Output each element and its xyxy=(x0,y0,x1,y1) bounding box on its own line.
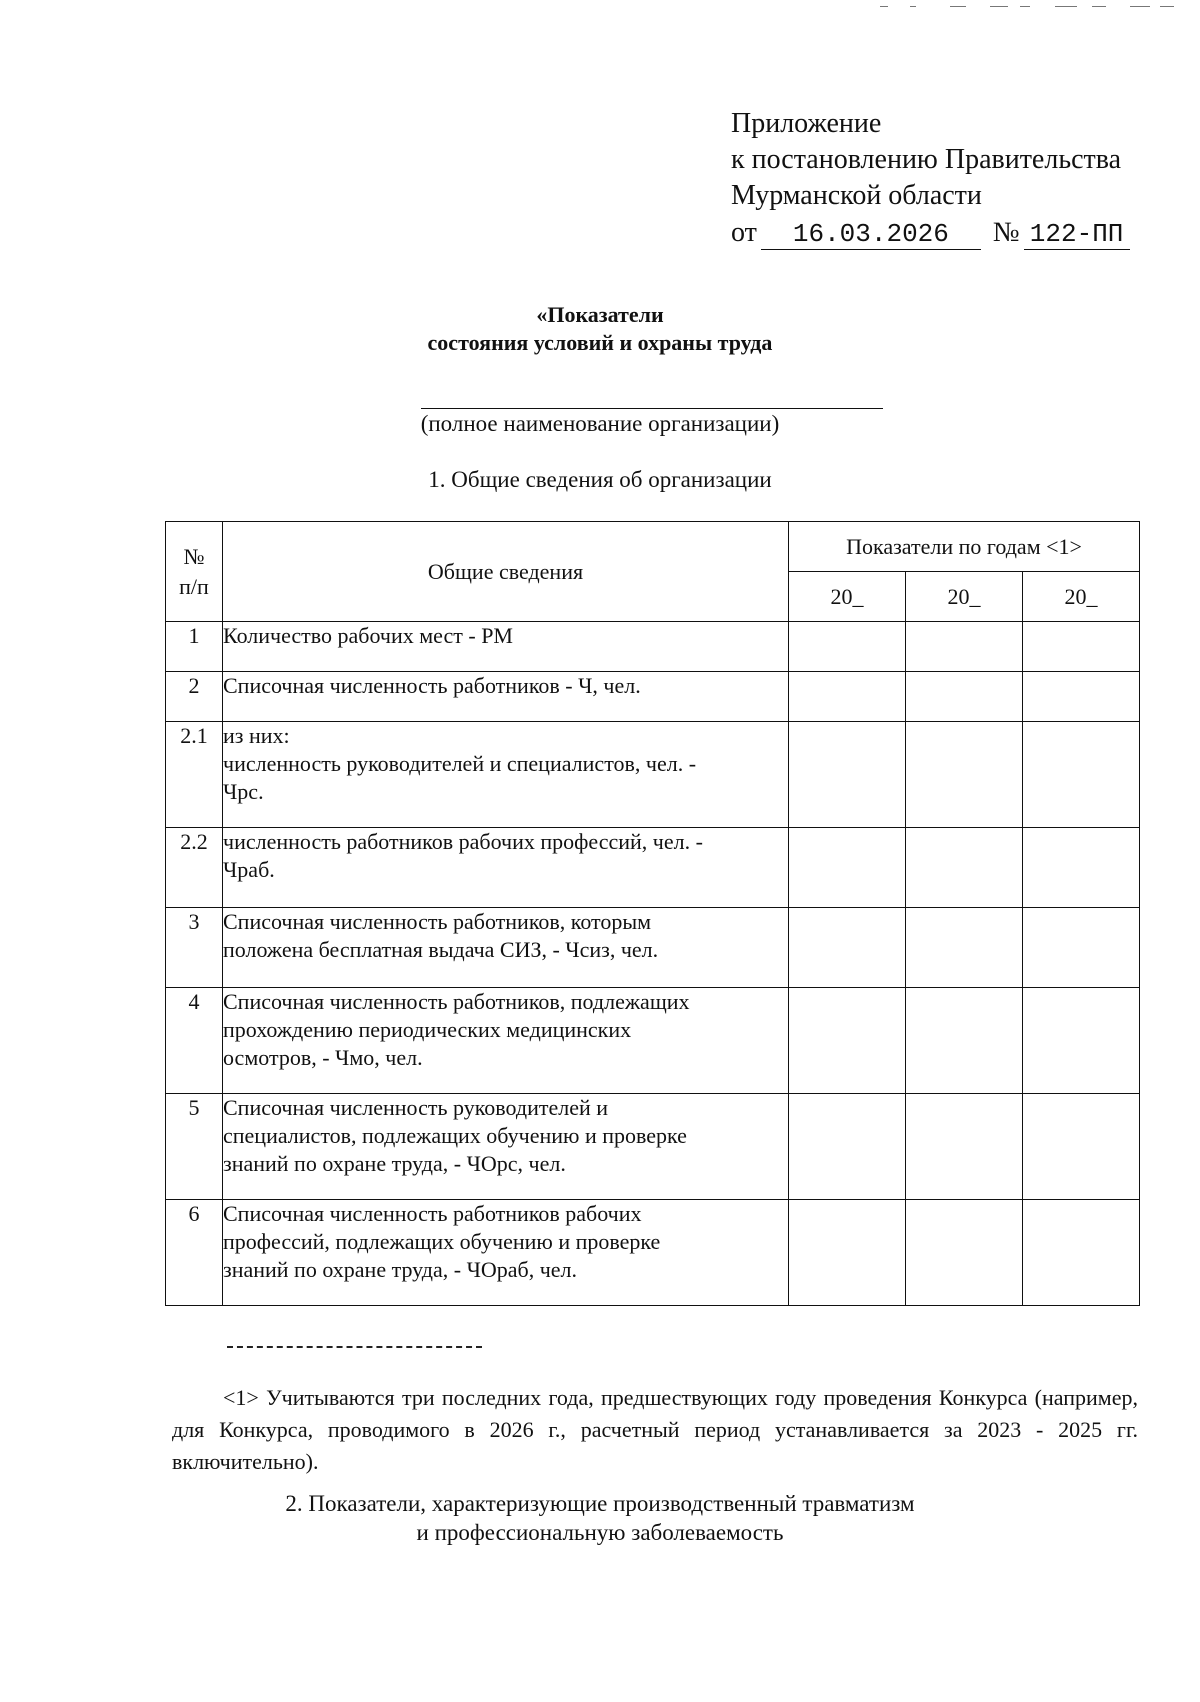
row-description xyxy=(223,1094,789,1200)
appendix-header xyxy=(731,106,1171,251)
row-description-line: специалистов, подлежащих обучению и проверке xyxy=(223,1123,687,1148)
row-description xyxy=(223,988,789,1094)
year-value-cell xyxy=(906,1200,1023,1306)
year-value-cell xyxy=(1023,622,1140,672)
row-description-line: осмотров, - Чмо, чел. xyxy=(223,1045,423,1070)
year-value-cell xyxy=(1023,1200,1140,1306)
header-year-3: 20_ xyxy=(1023,572,1140,622)
row-description-line: численность руководителей и специалистов, чел. - xyxy=(223,751,697,776)
resolution-number: 122-ПП xyxy=(1024,219,1130,250)
date-number-line xyxy=(731,215,1171,251)
year-value-cell xyxy=(1023,908,1140,988)
table-row xyxy=(166,622,1140,672)
row-description-line: Списочная численность работников рабочих xyxy=(223,1201,642,1226)
year-value-cell xyxy=(906,622,1023,672)
row-number: 2.1 xyxy=(166,722,223,828)
appendix-line-2: к постановлению Правительства xyxy=(731,144,1122,175)
number-sign: № xyxy=(992,217,1020,248)
header-general-info: Общие сведения xyxy=(223,522,789,622)
row-description-line: из них: xyxy=(223,723,290,748)
row-description-line: Списочная численность работников - Ч, чел. xyxy=(223,673,641,698)
document-title-line-2: состояния условий и охраны труда xyxy=(427,330,773,355)
row-description-line: Списочная численность работников, которым xyxy=(223,909,652,934)
row-number: 4 xyxy=(166,988,223,1094)
table-row xyxy=(166,672,1140,722)
table-row xyxy=(166,1094,1140,1200)
document-title-line-1: «Показатели xyxy=(536,302,664,327)
header-year-1: 20_ xyxy=(789,572,906,622)
header-number: № п/п xyxy=(166,522,223,622)
row-description-line: Чраб. xyxy=(223,857,275,882)
scan-artifacts xyxy=(880,6,1180,10)
year-value-cell xyxy=(789,908,906,988)
row-description-line: знаний по охране труда, - ЧОрс, чел. xyxy=(223,1151,566,1176)
row-description xyxy=(223,722,789,828)
year-value-cell xyxy=(1023,722,1140,828)
year-value-cell xyxy=(789,988,906,1094)
row-description-line: Чрс. xyxy=(223,779,264,804)
row-description-line: прохождению периодических медицинских xyxy=(223,1017,632,1042)
appendix-line-1: Приложение xyxy=(731,108,882,139)
year-value-cell xyxy=(906,722,1023,828)
general-info-table xyxy=(165,521,1140,1306)
row-description xyxy=(223,1200,789,1306)
year-value-cell xyxy=(906,828,1023,908)
year-value-cell xyxy=(906,908,1023,988)
year-value-cell xyxy=(789,1200,906,1306)
row-description xyxy=(223,908,789,988)
row-description-line: Количество рабочих мест - РМ xyxy=(223,623,513,648)
year-value-cell xyxy=(789,828,906,908)
row-number: 1 xyxy=(166,622,223,672)
year-value-cell xyxy=(1023,828,1140,908)
row-description-line: положена бесплатная выдача СИЗ, - Чсиз, чел. xyxy=(223,937,659,962)
appendix-line-3: Мурманской области xyxy=(731,180,982,211)
row-number: 3 xyxy=(166,908,223,988)
footnote-separator xyxy=(227,1346,482,1348)
footnote-text: <1> Учитываются три последних года, предшествующих году проведения Конкурса (например, для Конкурса, проводимого в 2026 г., расчетный период устанавливается за 2023 - 2025 гг. включительно). xyxy=(172,1385,1138,1474)
date-prefix: от xyxy=(731,217,757,248)
year-value-cell xyxy=(906,1094,1023,1200)
row-description xyxy=(223,828,789,908)
table-row xyxy=(166,908,1140,988)
table-row xyxy=(166,988,1140,1094)
year-value-cell xyxy=(906,672,1023,722)
row-description-line: знаний по охране труда, - ЧОраб, чел. xyxy=(223,1257,578,1282)
year-value-cell xyxy=(1023,1094,1140,1200)
year-value-cell xyxy=(789,1094,906,1200)
row-number: 2.2 xyxy=(166,828,223,908)
year-value-cell xyxy=(789,722,906,828)
year-value-cell xyxy=(789,622,906,672)
section-2-title-line-1: 2. Показатели, характеризующие производственный травматизм xyxy=(285,1491,915,1516)
row-number: 2 xyxy=(166,672,223,722)
year-value-cell xyxy=(1023,988,1140,1094)
year-value-cell xyxy=(1023,672,1140,722)
resolution-date: 16.03.2026 xyxy=(761,219,981,250)
row-description-line: Списочная численность работников, подлежащих xyxy=(223,989,690,1014)
section-1-title: 1. Общие сведения об организации xyxy=(428,467,772,492)
row-description-line: численность работников рабочих профессий, чел. - xyxy=(223,829,703,854)
row-description xyxy=(223,672,789,722)
row-number: 6 xyxy=(166,1200,223,1306)
year-value-cell xyxy=(789,672,906,722)
organization-caption: (полное наименование организации) xyxy=(420,411,780,436)
row-description-line: Списочная численность руководителей и xyxy=(223,1095,609,1120)
table-row xyxy=(166,1200,1140,1306)
row-description-line: профессий, подлежащих обучению и проверке xyxy=(223,1229,661,1254)
row-number: 5 xyxy=(166,1094,223,1200)
row-description xyxy=(223,622,789,672)
table-row xyxy=(166,722,1140,828)
header-indicators-by-year: Показатели по годам <1> xyxy=(789,522,1140,572)
section-2-title-line-2: и профессиональную заболеваемость xyxy=(416,1520,784,1545)
header-year-2: 20_ xyxy=(906,572,1023,622)
year-value-cell xyxy=(906,988,1023,1094)
table-row xyxy=(166,828,1140,908)
